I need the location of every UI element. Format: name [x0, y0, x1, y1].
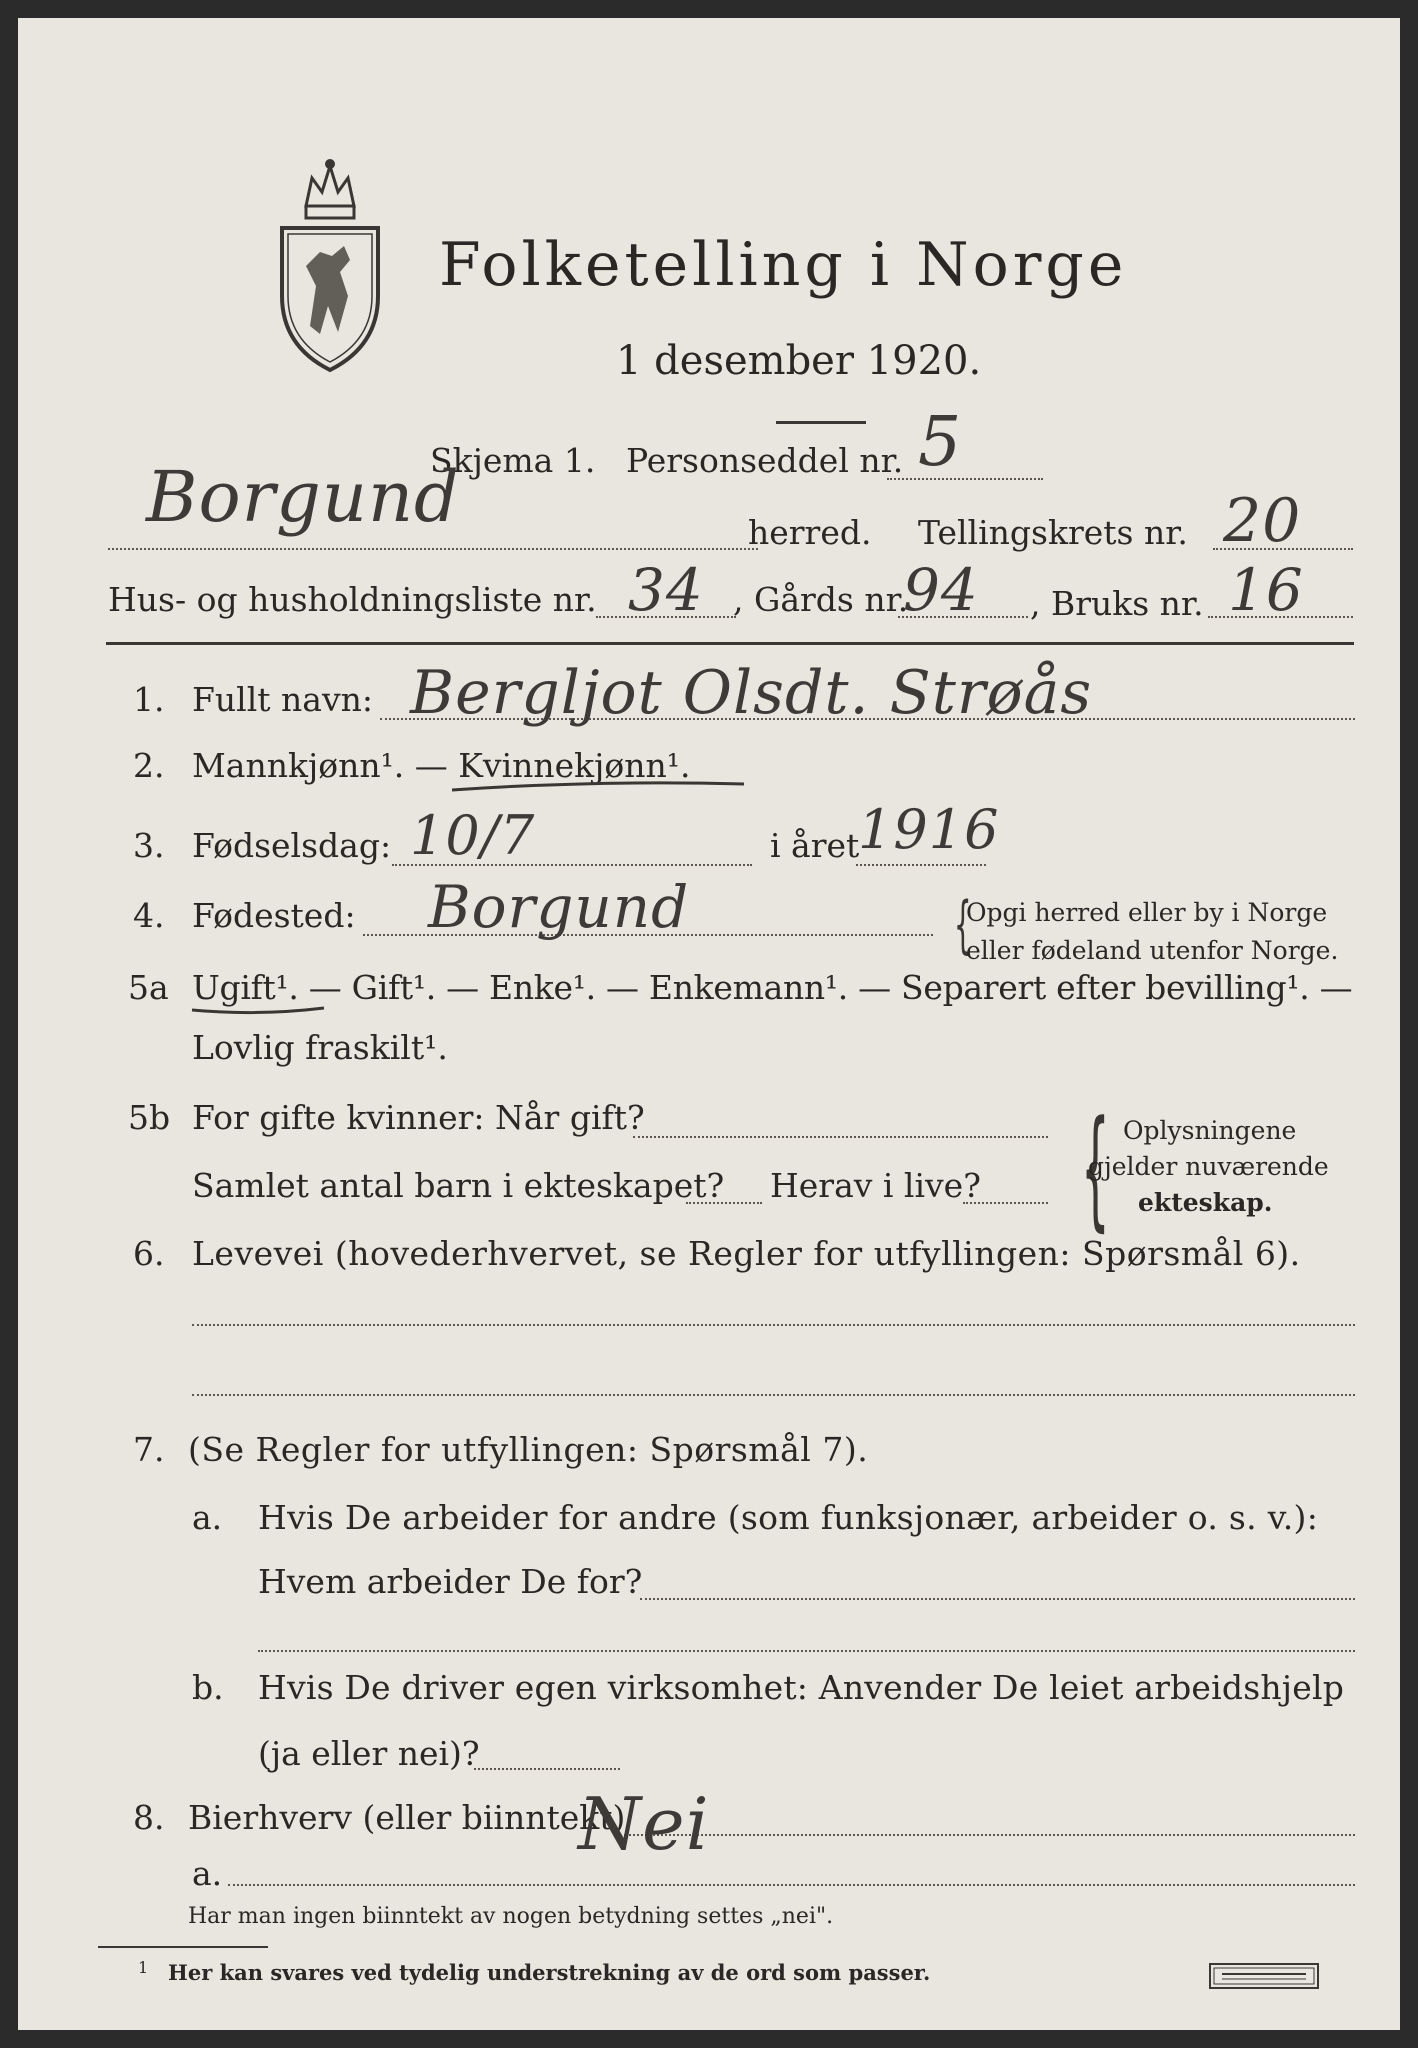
- q4-note-line1: Opgi herred eller by i Norge: [966, 898, 1328, 927]
- q4-label: Fødested:: [192, 896, 356, 935]
- title-rule: [776, 421, 866, 424]
- q6-line2: [192, 1394, 1355, 1396]
- q4-note-brace: {: [953, 888, 972, 961]
- q8-line: [624, 1834, 1355, 1836]
- q5b-line2b: Herav i live?: [770, 1166, 981, 1205]
- q8-label: Bierhverv (eller biinntekt): [188, 1798, 626, 1837]
- gards-value[interactable]: 94: [903, 556, 979, 624]
- q5b-line2a: Samlet antal barn i ekteskapet?: [192, 1166, 725, 1205]
- q3-day-value[interactable]: 10/7: [410, 804, 536, 867]
- q5b-alive-line: [963, 1202, 1048, 1204]
- schema-label: Skjema 1.: [430, 441, 596, 480]
- husholdningsliste-value[interactable]: 34: [628, 556, 704, 624]
- q7b-number: b.: [192, 1668, 224, 1707]
- header-divider: [106, 642, 1354, 645]
- norwegian-coat-of-arms-icon: [276, 156, 384, 376]
- q3-year-line: [856, 864, 986, 866]
- q7a-employer-line: [640, 1598, 1355, 1600]
- q8a-number: a.: [192, 1854, 223, 1893]
- q7-number: 7.: [133, 1430, 165, 1469]
- q5b-note-line3: ekteskap.: [1138, 1188, 1273, 1217]
- q3-year-label: i året: [770, 826, 860, 865]
- tellingskrets-label: Tellingskrets nr.: [918, 513, 1188, 552]
- printer-stamp-icon: [1208, 1962, 1320, 1990]
- q5b-line1: For gifte kvinner: Når gift?: [192, 1098, 645, 1137]
- q7a-number: a.: [192, 1498, 223, 1537]
- q5b-children-line: [686, 1202, 762, 1204]
- form-title: Folketelling i Norge: [439, 230, 1128, 300]
- q2-label: Mannkjønn¹. — Kvinnekjønn¹.: [192, 746, 691, 785]
- personseddel-value[interactable]: 5: [918, 403, 963, 482]
- herred-line: [108, 548, 758, 550]
- footnote-text: Her kan svares ved tydelig understrekning av de ord som passer.: [168, 1960, 931, 1985]
- q6-number: 6.: [133, 1234, 165, 1273]
- biinntekt-note: Har man ingen biinntekt av nogen betydning settes „nei".: [188, 1904, 834, 1929]
- personseddel-line: [887, 478, 1043, 480]
- q8-value[interactable]: Nei: [578, 1782, 710, 1866]
- q7-label: (Se Regler for utfyllingen: Spørsmål 7).: [188, 1430, 869, 1469]
- q5b-note-line1: Oplysningene: [1123, 1116, 1297, 1145]
- kvinnekjonn-underline: [448, 778, 748, 798]
- q4-number: 4.: [133, 896, 165, 935]
- tellingskrets-value[interactable]: 20: [1223, 486, 1302, 556]
- q5b-note-line2: gjelder nuværende: [1088, 1152, 1329, 1181]
- footnote-mark: 1: [138, 1958, 149, 1977]
- q7b-line1: Hvis De driver egen virksomhet: Anvender De leiet arbeidshjelp: [258, 1668, 1345, 1707]
- q4-note-line2: eller fødeland utenfor Norge.: [966, 936, 1339, 965]
- q7a-extra-line: [258, 1650, 1355, 1652]
- q5b-note-brace: {: [1080, 1092, 1110, 1244]
- census-date: 1 desember 1920.: [616, 338, 982, 384]
- q5a-line2: Lovlig fraskilt¹.: [192, 1028, 448, 1067]
- bruks-label: , Bruks nr.: [1030, 584, 1204, 623]
- q3-year-value[interactable]: 1916: [858, 798, 1000, 861]
- gards-label: , Gårds nr.: [733, 580, 909, 619]
- q4-value[interactable]: Borgund: [428, 873, 690, 941]
- q6-line1: [192, 1324, 1355, 1326]
- q6-label: Levevei (hovederhvervet, se Regler for utfyllingen: Spørsmål 6).: [192, 1234, 1301, 1273]
- census-form-page: [18, 18, 1400, 2030]
- herred-label: herred.: [748, 513, 872, 552]
- q5b-number: 5b: [128, 1098, 171, 1137]
- q5a-number: 5a: [128, 968, 169, 1007]
- footnote-rule: [98, 1946, 268, 1948]
- q3-number: 3.: [133, 826, 165, 865]
- q3-label: Fødselsdag:: [192, 826, 392, 865]
- q5b-married-line: [633, 1136, 1048, 1138]
- q1-value[interactable]: Bergljot Olsdt. Strøås: [410, 658, 1093, 728]
- q5a-line1: Ugift¹. — Gift¹. — Enke¹. — Enkemann¹. — Separert efter bevilling¹. —: [192, 968, 1353, 1007]
- husholdningsliste-label: Hus- og husholdningsliste nr.: [108, 580, 597, 619]
- q1-label: Fullt navn:: [192, 680, 373, 719]
- q7b-line: [474, 1768, 620, 1770]
- q1-number: 1.: [133, 680, 165, 719]
- ugift-underline: [188, 1002, 328, 1018]
- q7a-line1: Hvis De arbeider for andre (som funksjonær, arbeider o. s. v.):: [258, 1498, 1319, 1537]
- bruks-value[interactable]: 16: [1228, 556, 1304, 624]
- q2-number: 2.: [133, 746, 165, 785]
- personseddel-label: Personseddel nr.: [626, 441, 904, 480]
- q7b-line2: (ja eller nei)?: [258, 1734, 480, 1773]
- herred-value[interactable]: Borgund: [146, 456, 460, 538]
- q8-number: 8.: [133, 1798, 165, 1837]
- q7a-line2: Hvem arbeider De for?: [258, 1562, 643, 1601]
- q8a-line: [228, 1884, 1355, 1886]
